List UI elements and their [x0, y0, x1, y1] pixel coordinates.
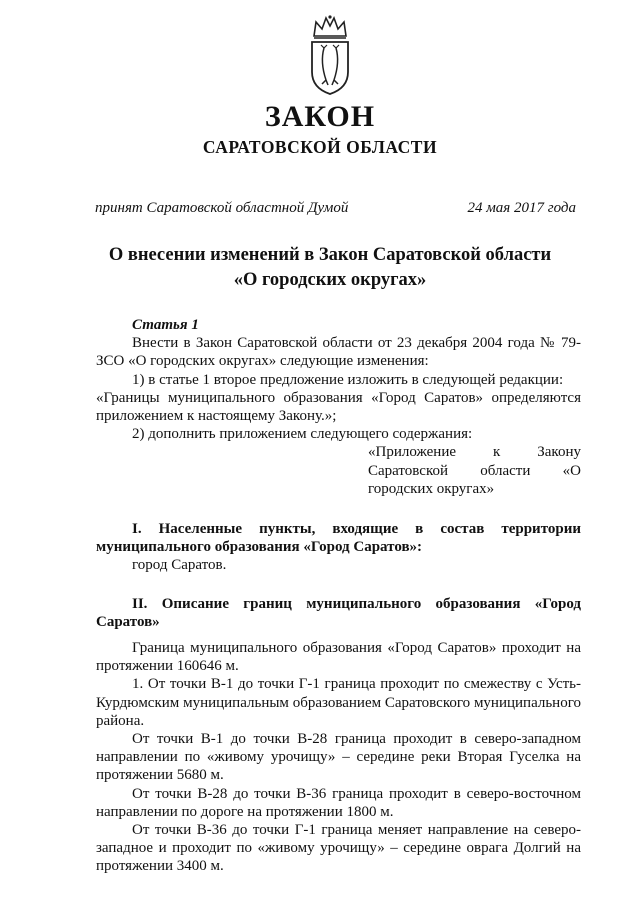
law-title-line-1: О внесении изменений в Закон Саратовской области — [108, 245, 552, 265]
document-body — [96, 316, 581, 876]
article-item-1: 1) в статье 1 второе предложение изложить в следующей редакции: — [132, 371, 564, 388]
law-title — [60, 243, 600, 293]
adoption-date: 24 мая 2017 года — [467, 200, 576, 216]
article-item-2: 2) дополнить приложением следующего содержания: — [132, 426, 473, 443]
adopted-by: принят Саратовской областной Думой — [95, 200, 349, 216]
article-intro: Внести в Закон Саратовской области от 23 декабря 2004 года № 79-ЗСО «О городских округах» следующие изменения: — [96, 335, 581, 370]
section-2-paragraph: От точки В-1 до точки В-28 граница проходит в северо-западном направлении по «живому урочищу» – середине реки Вторая Гуселка на протяжении 5680 м. — [96, 731, 581, 784]
coat-of-arms-icon — [304, 14, 356, 96]
section-1-heading: I. Населенные пункты, входящие в состав территории муниципального образования «Город Саратов»: — [96, 521, 581, 556]
section-2-paragraph: От точки В-28 до точки В-36 граница проходит в северо-восточном направлении по дороге на протяжении 1800 м. — [96, 785, 581, 820]
section-2-paragraph: От точки В-36 до точки Г-1 граница меняет направление на северо-западное и проходит по «живому урочищу» – середине оврага Долгий на протяжении 3400 м. — [96, 822, 581, 875]
section-2-heading: II. Описание границ муниципального образования «Город Саратов» — [96, 595, 581, 630]
section-1-text: город Саратов. — [132, 557, 227, 574]
section-2-paragraph: Граница муниципального образования «Город Саратов» проходит на протяжении 160646 м. — [96, 640, 581, 675]
document-subtitle: САРАТОВСКОЙ ОБЛАСТИ — [202, 137, 438, 157]
appendix-reference: «Приложение к Закону Саратовской области «О городских округах» — [368, 444, 581, 497]
article-heading: Статья 1 — [132, 317, 199, 333]
law-title-line-2: «О городских округах» — [233, 270, 427, 290]
section-2-paragraph: 1. От точки В-1 до точки Г-1 граница проходит по смежеству с Усть-Курдюмским муниципальным образованием Саратовского муниципального района. — [96, 676, 581, 729]
article-item-1-quote: «Границы муниципального образования «Город Саратов» определяются приложением к настоящему Закону.»; — [96, 389, 581, 425]
document-title: ЗАКОН — [264, 100, 376, 133]
